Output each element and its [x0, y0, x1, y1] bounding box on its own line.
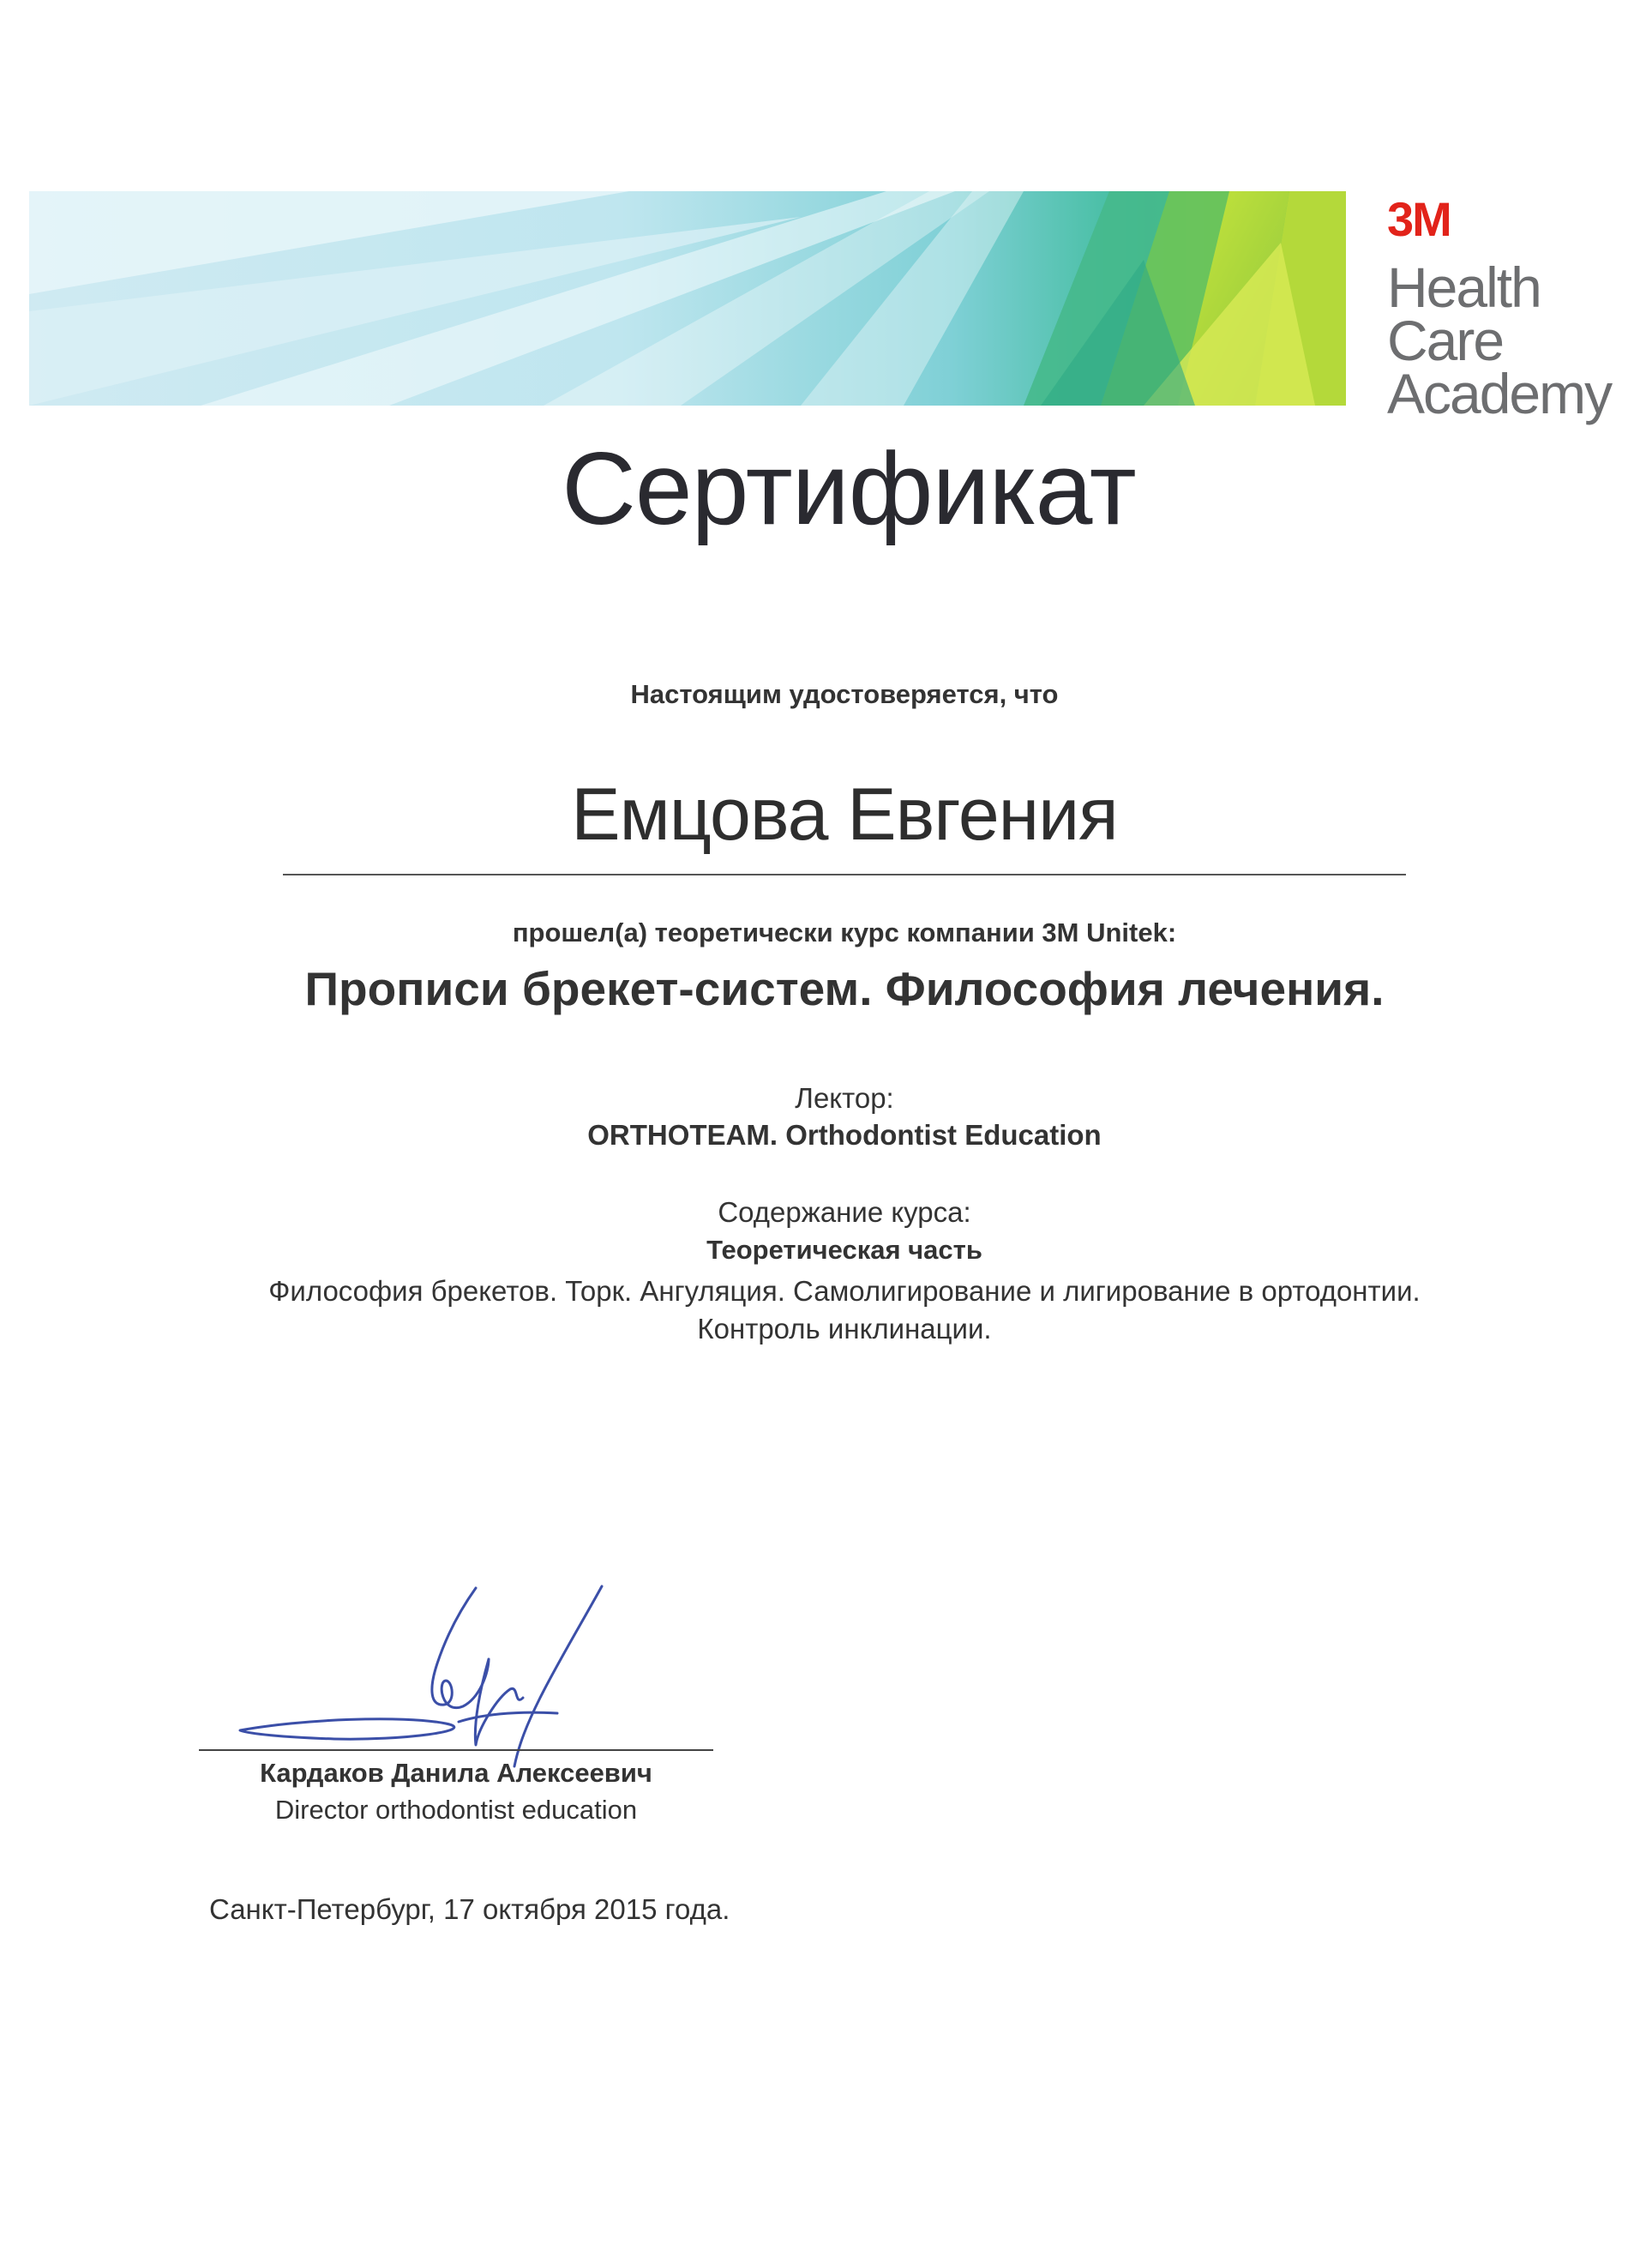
signature-line [199, 1749, 713, 1751]
content-line-1: Философия брекетов. Торк. Ангуляция. Самолигирование и лигирование в ортодонтии. [268, 1275, 1421, 1307]
lector-label: Лектор: [795, 1082, 894, 1114]
logo-line-care: Care [1387, 309, 1504, 372]
place-date: Санкт-Петербург, 17 октября 2015 года. [209, 1893, 730, 1925]
content-description [257, 1272, 1432, 1348]
content-part: Теоретическая часть [706, 1235, 982, 1265]
header-banner [29, 191, 1346, 406]
signer-name: Кардаков Данила Алексеевич [260, 1758, 652, 1788]
academy-logo [1387, 192, 1636, 425]
course-intro: прошел(а) теоретически курс компании 3M Unitek: [512, 917, 1177, 948]
signature-image [231, 1578, 643, 1775]
recipient-name: Емцова Евгения [571, 773, 1118, 856]
logo-3m-mark: 3M [1387, 192, 1451, 246]
signer-role: Director orthodontist education [274, 1795, 638, 1825]
certify-statement: Настоящим удостоверяется, что [630, 679, 1059, 709]
course-title: Прописи брекет-систем. Философия лечения. [304, 962, 1385, 1015]
logo-line-academy: Academy [1387, 362, 1612, 425]
certificate-title: Сертификат [562, 431, 1136, 546]
lector-name: ORTHOTEAM. Orthodontist Education [587, 1119, 1102, 1151]
logo-line-health: Health [1387, 256, 1541, 319]
content-line-2: Контроль инклинации. [697, 1313, 992, 1345]
content-label: Содержание курса: [718, 1196, 971, 1228]
recipient-underline [283, 874, 1406, 875]
